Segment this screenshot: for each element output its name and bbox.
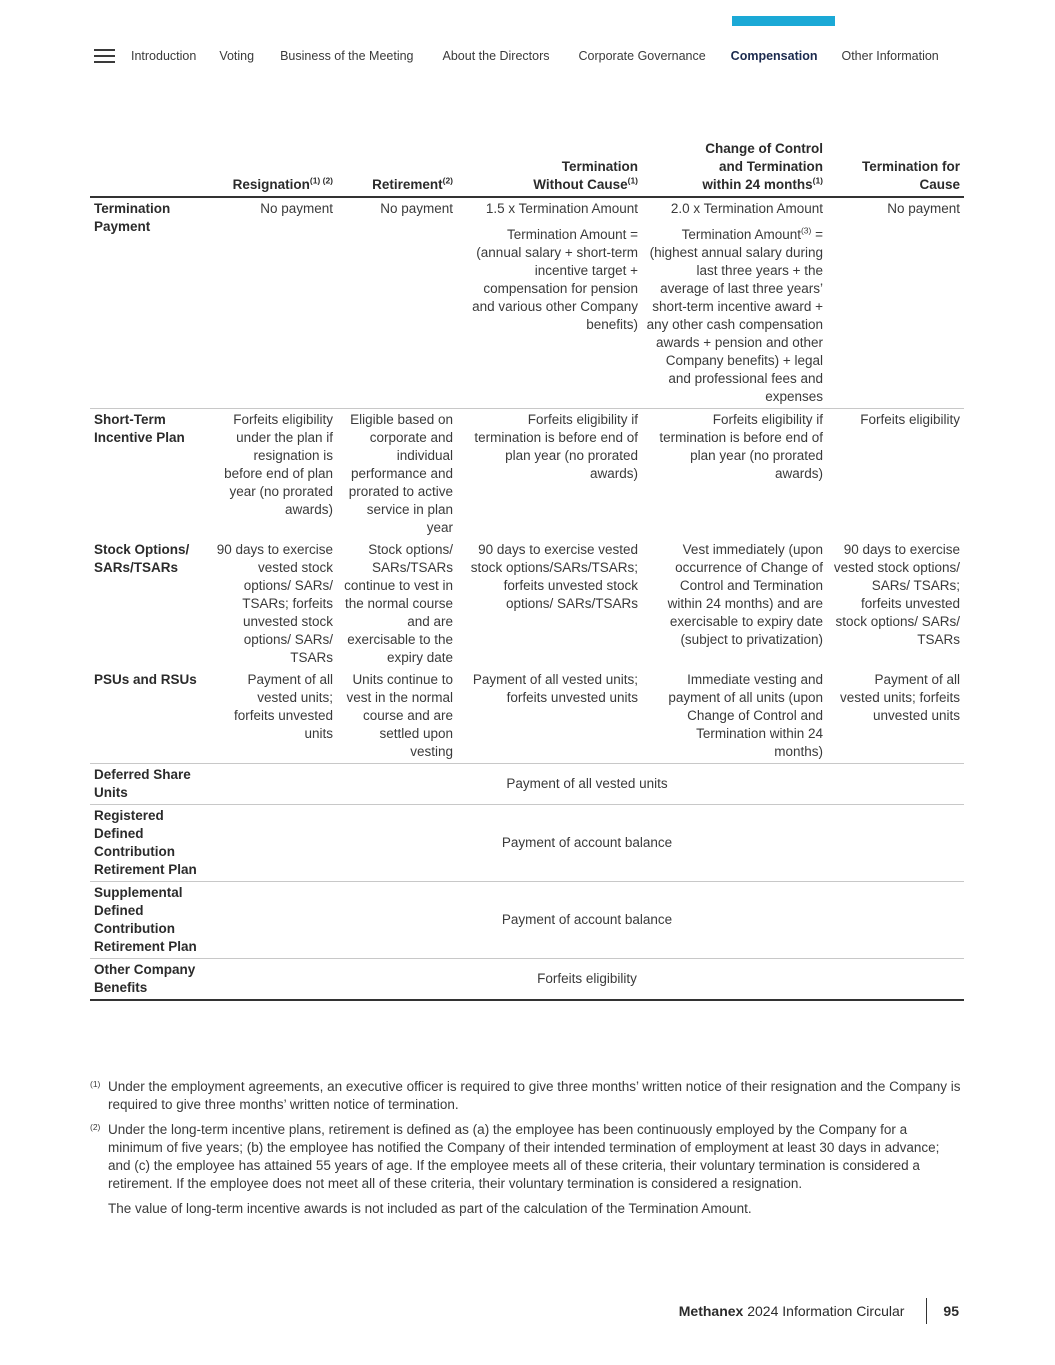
row-label: PSUs and RSUs [94,672,197,687]
row-label: Other Company Benefits [94,962,196,995]
nav-voting[interactable]: Voting [219,49,255,63]
row-label: Stock Options/ SARs/TSARs [94,542,190,575]
footnote-2 [90,1121,964,1193]
row-label: Short-Term Incentive Plan [94,412,185,445]
header-resignation: Resignation$^{(1) (2)}$ [232,175,333,192]
header-change-of-control: Change of Control and Termination within 24 months$^{(1)}$ [702,141,823,192]
table-row-termination-payment [90,197,964,409]
cell-for-cause: No payment [887,201,960,216]
row-label: Registered Defined Contribution Retirement Plan [94,808,197,877]
cell-without-cause: 1.5 x Termination Amount Termination Amount = (annual salary + short-term incentive target + compensation for pension and various other Company benefits) [472,201,638,332]
cell-resignation: Forfeits eligibility under the plan if resignation is before end of plan year (no prorated awards) [224,412,333,517]
nav-other-information[interactable]: Other Information [841,49,939,63]
header-retirement: Retirement$^{(2)}$ [372,175,453,192]
table-row-registered-plan [90,805,964,882]
nav-business-of-the-meeting[interactable]: Business of the Meeting [280,49,414,63]
cell-all-scenarios: Payment of account balance [501,835,673,850]
cell-retirement: Units continue to vest in the normal course and are settled upon vesting [346,672,453,759]
table-row-short-term-incentive [90,409,964,540]
page-number: 95 [943,1303,959,1319]
cell-all-scenarios: Forfeits eligibility [537,971,637,986]
footnotes [90,1078,964,1218]
cell-all-scenarios: Payment of account balance [501,912,673,927]
footnote-marker: (1) [90,1079,101,1089]
table-row-supplemental-plan [90,882,964,959]
table-row-psus-rsus [90,669,964,764]
cell-for-cause: Payment of all vested units; forfeits unvested units [839,672,960,723]
nav-compensation[interactable]: Compensation [730,49,818,63]
footer-divider [926,1298,927,1324]
footnote-marker: (2) [90,1122,101,1132]
table-row-other-benefits [90,959,964,1001]
row-label: Supplemental Defined Contribution Retirement Plan [94,885,197,954]
cell-for-cause: Forfeits eligibility [860,412,960,427]
cell-change-of-control: Vest immediately (upon occurrence of Change of Control and Termination within 24 months) and are exercisable to expiry date (subject to privatization) [667,542,823,647]
cell-resignation: Payment of all vested units; forfeits unvested units [233,672,333,741]
header-termination-without-cause: Termination Without Cause$^{(1)}$ [533,159,638,192]
footnote-additional: The value of long-term incentive awards is not included as part of the calculation of the Termination Amount. [108,1201,752,1216]
top-navigation [94,46,939,66]
row-label: Deferred Share Units [94,767,191,800]
table-row-stock-options [90,539,964,669]
cell-without-cause: 90 days to exercise vested stock options/SARs/TSARs; forfeits unvested stock options/ SARs/TSARs [470,542,638,611]
document-title: 2024 Information Circular [743,1303,905,1319]
table-row-deferred-share-units [90,764,964,805]
cell-resignation: No payment [260,201,333,216]
table-header-row [90,140,964,197]
cell-change-of-control: Forfeits eligibility if termination is before end of plan year (no prorated awards) [659,412,823,481]
footnote-text: Under the employment agreements, an executive officer is required to give three months’ written notice of their resignation and the Company is required to give three months’ written notice of termination. [108,1079,961,1112]
cell-without-cause: Forfeits eligibility if termination is before end of plan year (no prorated awards) [474,412,638,481]
cell-all-scenarios: Payment of all vested units [506,776,668,791]
cell-change-of-control: Immediate vesting and payment of all units (upon Change of Control and Termination within 24 months) [668,672,823,759]
termination-benefits-table [90,140,964,1001]
row-label: Termination Payment [94,201,171,234]
nav-about-the-directors[interactable]: About the Directors [442,49,550,63]
header-termination-for-cause: Termination for Cause [861,159,960,192]
cell-resignation: 90 days to exercise vested stock options/ SARs/ TSARs; forfeits unvested stock options/ SARs/ TSARs [216,542,333,665]
footnote-text: Under the long-term incentive plans, retirement is defined as (a) the employee has been continuously employed by the Company for a minimum of five years; (b) the employee has notified the Company of their intended termination of employment at least 30 days in advance; and (c) the employee has attained 55 years of age. If the employee meets all of these criteria, their voluntary termination is considered a retirement. If the employee does not meet all of these criteria, their voluntary termination is considered a resignation. [108,1122,940,1191]
cell-retirement: No payment [380,201,453,216]
cell-without-cause: Payment of all vested units; forfeits unvested units [472,672,638,705]
menu-icon[interactable] [94,49,115,63]
company-name: Methanex [678,1303,744,1319]
nav-introduction[interactable]: Introduction [131,49,197,63]
cell-for-cause: 90 days to exercise vested stock options/ SARs/ TSARs; forfeits unvested stock options/ SARs/ TSARs [833,542,960,647]
page-footer [679,1298,959,1324]
cell-retirement: Eligible based on corporate and individual performance and prorated to active service in plan year [348,412,453,535]
nav-corporate-governance[interactable]: Corporate Governance [578,49,706,63]
header-blank [90,140,210,197]
footnote-1 [90,1078,964,1114]
active-section-indicator [732,16,835,26]
cell-retirement: Stock options/ SARs/TSARs continue to vest in the normal course and are exercisable to the expiry date [344,542,453,665]
cell-change-of-control: 2.0 x Termination Amount Termination Amount$^{(3)}$ = (highest annual salary during last three years + the average of last three years’ short-term incentive award + any other cash compensation awards + pension and other Company benefits) + legal and professional fees and expenses [646,201,823,404]
